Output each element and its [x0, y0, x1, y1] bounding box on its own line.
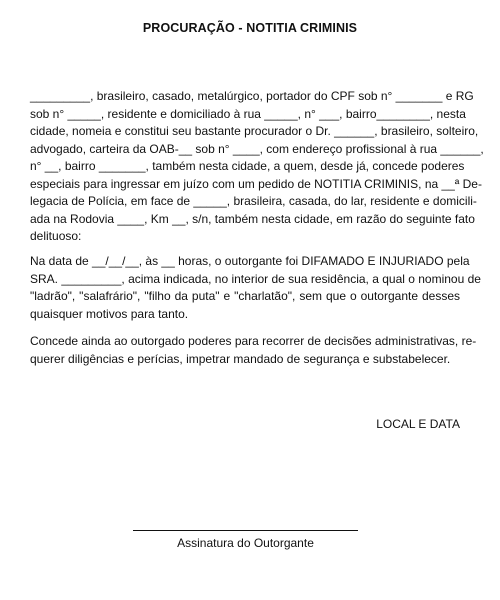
text-line: Concede ainda ao outorgado poderes para recorrer de decisões administrativas, re-: [30, 334, 477, 348]
paragraph-additional-powers: [30, 333, 477, 368]
text-line: "ladrão", "salafrário", "filho da puta" e "charlatão", sem que o outorgante desses: [30, 289, 460, 303]
text-line: cidade, nomeia e constitui seu bastante procurador o Dr. ______, brasileiro, solteiro,: [30, 124, 479, 138]
text-line: ada na Rodovia ____, Km __, s/n, também nesta cidade, em razão do seguinte fato: [30, 211, 475, 226]
text-line: delituoso:: [30, 229, 82, 243]
place-and-date: LOCAL E DATA: [376, 417, 460, 431]
text-line: advogado, carteira da OAB-__ sob n° ____, com endereço profissional à rua ______,: [30, 141, 484, 156]
text-line: especiais para ingressar em juízo com um pedido de NOTITIA CRIMINIS, na __ª De-: [30, 176, 482, 191]
paragraph-facts: [30, 253, 481, 323]
text-line: _________, brasileiro, casado, metalúrgico, portador do CPF sob n° _______ e RG: [30, 89, 474, 103]
paragraph-grant-of-powers: [30, 88, 484, 246]
text-line: SRA. _________, acima indicada, no interior de sua residência, a qual o nominou de: [30, 271, 481, 286]
signature-label: Assinatura do Outorgante: [177, 536, 314, 550]
document-title: PROCURAÇÃO - NOTITIA CRIMINIS: [142, 21, 358, 35]
text-line: Na data de __/__/__, às __ horas, o outorgante foi DIFAMADO E INJURIADO pela: [30, 254, 470, 268]
text-line: legacia de Polícia, em face de _____, brasileira, casada, do lar, residente e domicili-: [30, 194, 477, 208]
signature-line: [133, 530, 358, 531]
text-line: n° __, bairro _______, também nesta cidade, a quem, desde já, concede poderes: [30, 159, 465, 173]
text-line: quaisquer motivos para tanto.: [30, 306, 189, 321]
text-line: querer diligências e perícias, impetrar mandado de segurança e substabelecer.: [30, 351, 451, 366]
text-line: sob n° _____, residente e domiciliado à rua _____, n° ___, bairro________, nesta: [30, 106, 466, 121]
